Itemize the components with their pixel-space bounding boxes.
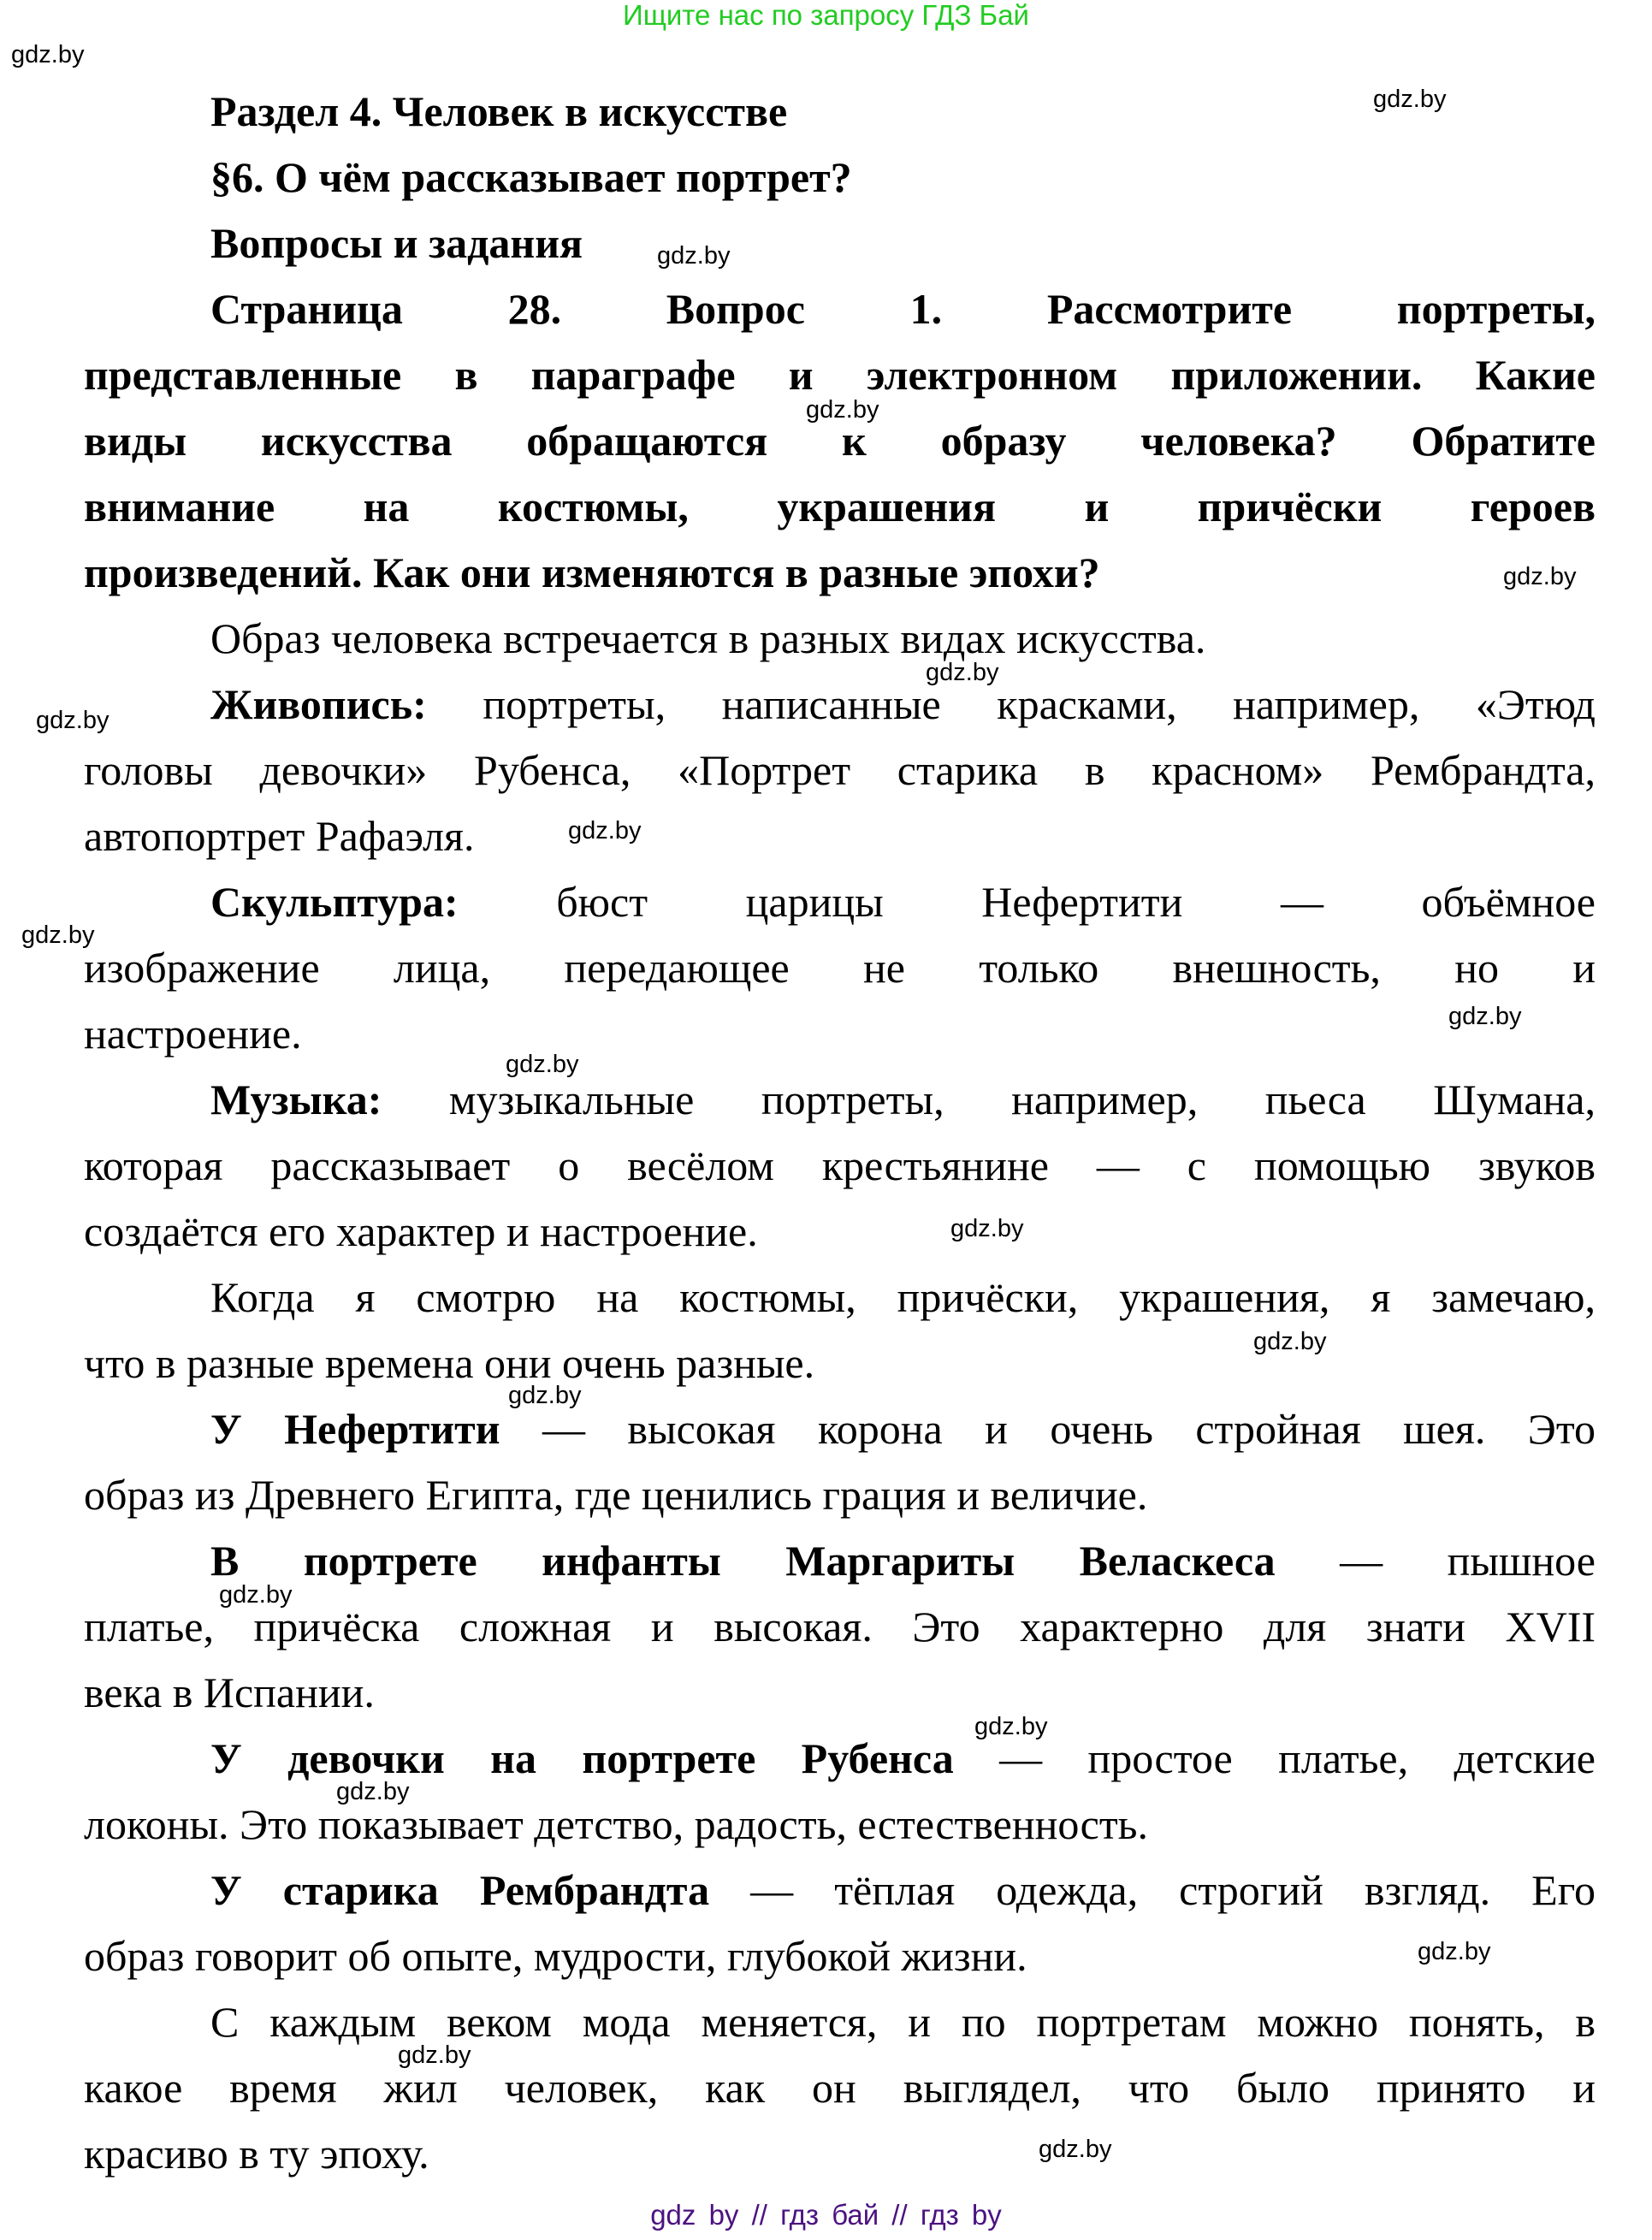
watermark: gdz.by xyxy=(1448,1003,1522,1030)
line-text: какое время жил человек, как он выглядел, что было принято и xyxy=(84,2064,1596,2112)
line-text: создаётся его характер и настроение. xyxy=(84,1207,758,1255)
answer-line xyxy=(84,2055,1596,2121)
answer-line xyxy=(84,1396,1596,1462)
questions-heading: Вопросы и задания xyxy=(210,219,583,267)
footer-links[interactable]: gdz by // гдз бай // гдз by xyxy=(650,2199,1002,2231)
bold-term: У Нефертити xyxy=(210,1405,500,1453)
line-text: что в разные времена они очень разные. xyxy=(84,1339,815,1387)
line-text: века в Испании. xyxy=(84,1668,375,1716)
line-text: образ из Древнего Египта, где ценились грация и величие. xyxy=(84,1471,1148,1519)
line-text: портреты, написанные красками, например, «Этюд xyxy=(426,680,1596,728)
watermark: gdz.by xyxy=(36,707,110,734)
watermark: gdz.by xyxy=(508,1382,582,1409)
paragraph-heading: §6. О чём рассказывает портрет? xyxy=(210,153,852,201)
watermark: gdz.by xyxy=(568,817,642,844)
line-text: виды искусства обращаются к образу человека? Обратите xyxy=(84,417,1596,465)
section-heading: Раздел 4. Человек в искусстве xyxy=(210,87,788,135)
answer-line xyxy=(84,935,1596,1001)
answer-line xyxy=(84,738,1596,803)
watermark: gdz.by xyxy=(1373,86,1447,113)
document-body xyxy=(84,79,1596,2187)
answer-line xyxy=(84,1330,1596,1396)
answer-line xyxy=(84,1726,1596,1792)
question-line xyxy=(84,276,1596,342)
answer-line xyxy=(84,869,1596,935)
watermark: gdz.by xyxy=(219,1581,293,1609)
bold-term: У девочки на портрете Рубенса xyxy=(210,1734,954,1782)
answer-line xyxy=(84,606,1596,672)
answer-line xyxy=(84,1528,1596,1594)
answer-line xyxy=(84,1133,1596,1199)
watermark: gdz.by xyxy=(950,1215,1024,1242)
line-text: Когда я смотрю на костюмы, причёски, украшения, я замечаю, xyxy=(210,1273,1596,1321)
watermark: gdz.by xyxy=(1253,1328,1327,1355)
answer-line xyxy=(84,1923,1596,1989)
answer-line xyxy=(84,1660,1596,1726)
bold-term: В портрете инфанты Маргариты Веласкеса xyxy=(210,1537,1276,1585)
line-text: платье, причёска сложная и высокая. Это характерно для знати XVII xyxy=(84,1603,1596,1650)
watermark: gdz.by xyxy=(336,1778,410,1805)
line-text: Страница 28. Вопрос 1. Рассмотрите портреты, xyxy=(210,285,1596,333)
line-text: которая рассказывает о весёлом крестьянине — с помощью звуков xyxy=(84,1141,1596,1189)
watermark: gdz.by xyxy=(926,659,999,686)
line-text: — простое платье, детские xyxy=(953,1734,1596,1782)
watermark: gdz.by xyxy=(398,2041,471,2069)
line-text: красиво в ту эпоху. xyxy=(84,2130,429,2178)
watermark: gdz.by xyxy=(806,396,879,424)
line-text: бюст царицы Нефертити — объёмное xyxy=(458,878,1596,926)
answer-line xyxy=(84,803,1596,869)
line-text: музыкальные портреты, например, пьеса Шумана, xyxy=(382,1076,1596,1123)
line-text: — пышное xyxy=(1275,1537,1596,1585)
line-text: образ говорит об опыте, мудрости, глубокой жизни. xyxy=(84,1932,1027,1980)
answer-line xyxy=(84,1199,1596,1265)
answer-line xyxy=(84,1989,1596,2055)
watermark: gdz.by xyxy=(11,41,85,68)
watermark: gdz.by xyxy=(506,1051,579,1078)
line-text: автопортрет Рафаэля. xyxy=(84,812,475,860)
answer-line xyxy=(84,2121,1596,2187)
watermark: gdz.by xyxy=(1418,1938,1491,1965)
bold-term: У старика Рембрандта xyxy=(210,1866,710,1914)
watermark: gdz.by xyxy=(1503,563,1577,590)
question-line xyxy=(84,540,1596,606)
line-text: локоны. Это показывает детство, радость, естественность. xyxy=(84,1800,1148,1848)
line-text: — тёплая одежда, строгий взгляд. Его xyxy=(709,1866,1596,1914)
bold-term: Живопись: xyxy=(210,680,427,728)
answer-line xyxy=(84,1265,1596,1330)
line-text: Образ человека встречается в разных видах искусства. xyxy=(210,614,1206,662)
bold-term: Скульптура: xyxy=(210,878,459,926)
question-line xyxy=(84,474,1596,540)
watermark: gdz.by xyxy=(974,1713,1048,1740)
line-text: представленные в параграфе и электронном приложении. Какие xyxy=(84,351,1596,399)
answer-line xyxy=(84,672,1596,738)
line-text: С каждым веком мода меняется, и по портретам можно понять, в xyxy=(210,1998,1596,2046)
line-text: произведений. Как они изменяются в разные эпохи? xyxy=(84,548,1100,596)
answer-line xyxy=(84,1067,1596,1133)
line-text: внимание на костюмы, украшения и причёски героев xyxy=(84,483,1596,530)
watermark: gdz.by xyxy=(21,921,95,949)
answer-line xyxy=(84,1462,1596,1528)
answer-line xyxy=(84,1001,1596,1067)
answer-line xyxy=(84,1858,1596,1923)
answer-line xyxy=(84,1792,1596,1858)
answer-line xyxy=(84,1594,1596,1660)
bold-term: Музыка: xyxy=(210,1076,382,1123)
search-banner[interactable]: Ищите нас по запросу ГДЗ Бай xyxy=(623,0,1029,31)
line-text: настроение. xyxy=(84,1010,302,1058)
line-text: головы девочки» Рубенса, «Портрет старика в красном» Рембрандта, xyxy=(84,746,1596,794)
watermark: gdz.by xyxy=(657,242,731,270)
line-text: — высокая корона и очень стройная шея. Это xyxy=(500,1405,1596,1453)
line-text: изображение лица, передающее не только внешность, но и xyxy=(84,944,1596,992)
watermark: gdz.by xyxy=(1039,2136,1112,2163)
